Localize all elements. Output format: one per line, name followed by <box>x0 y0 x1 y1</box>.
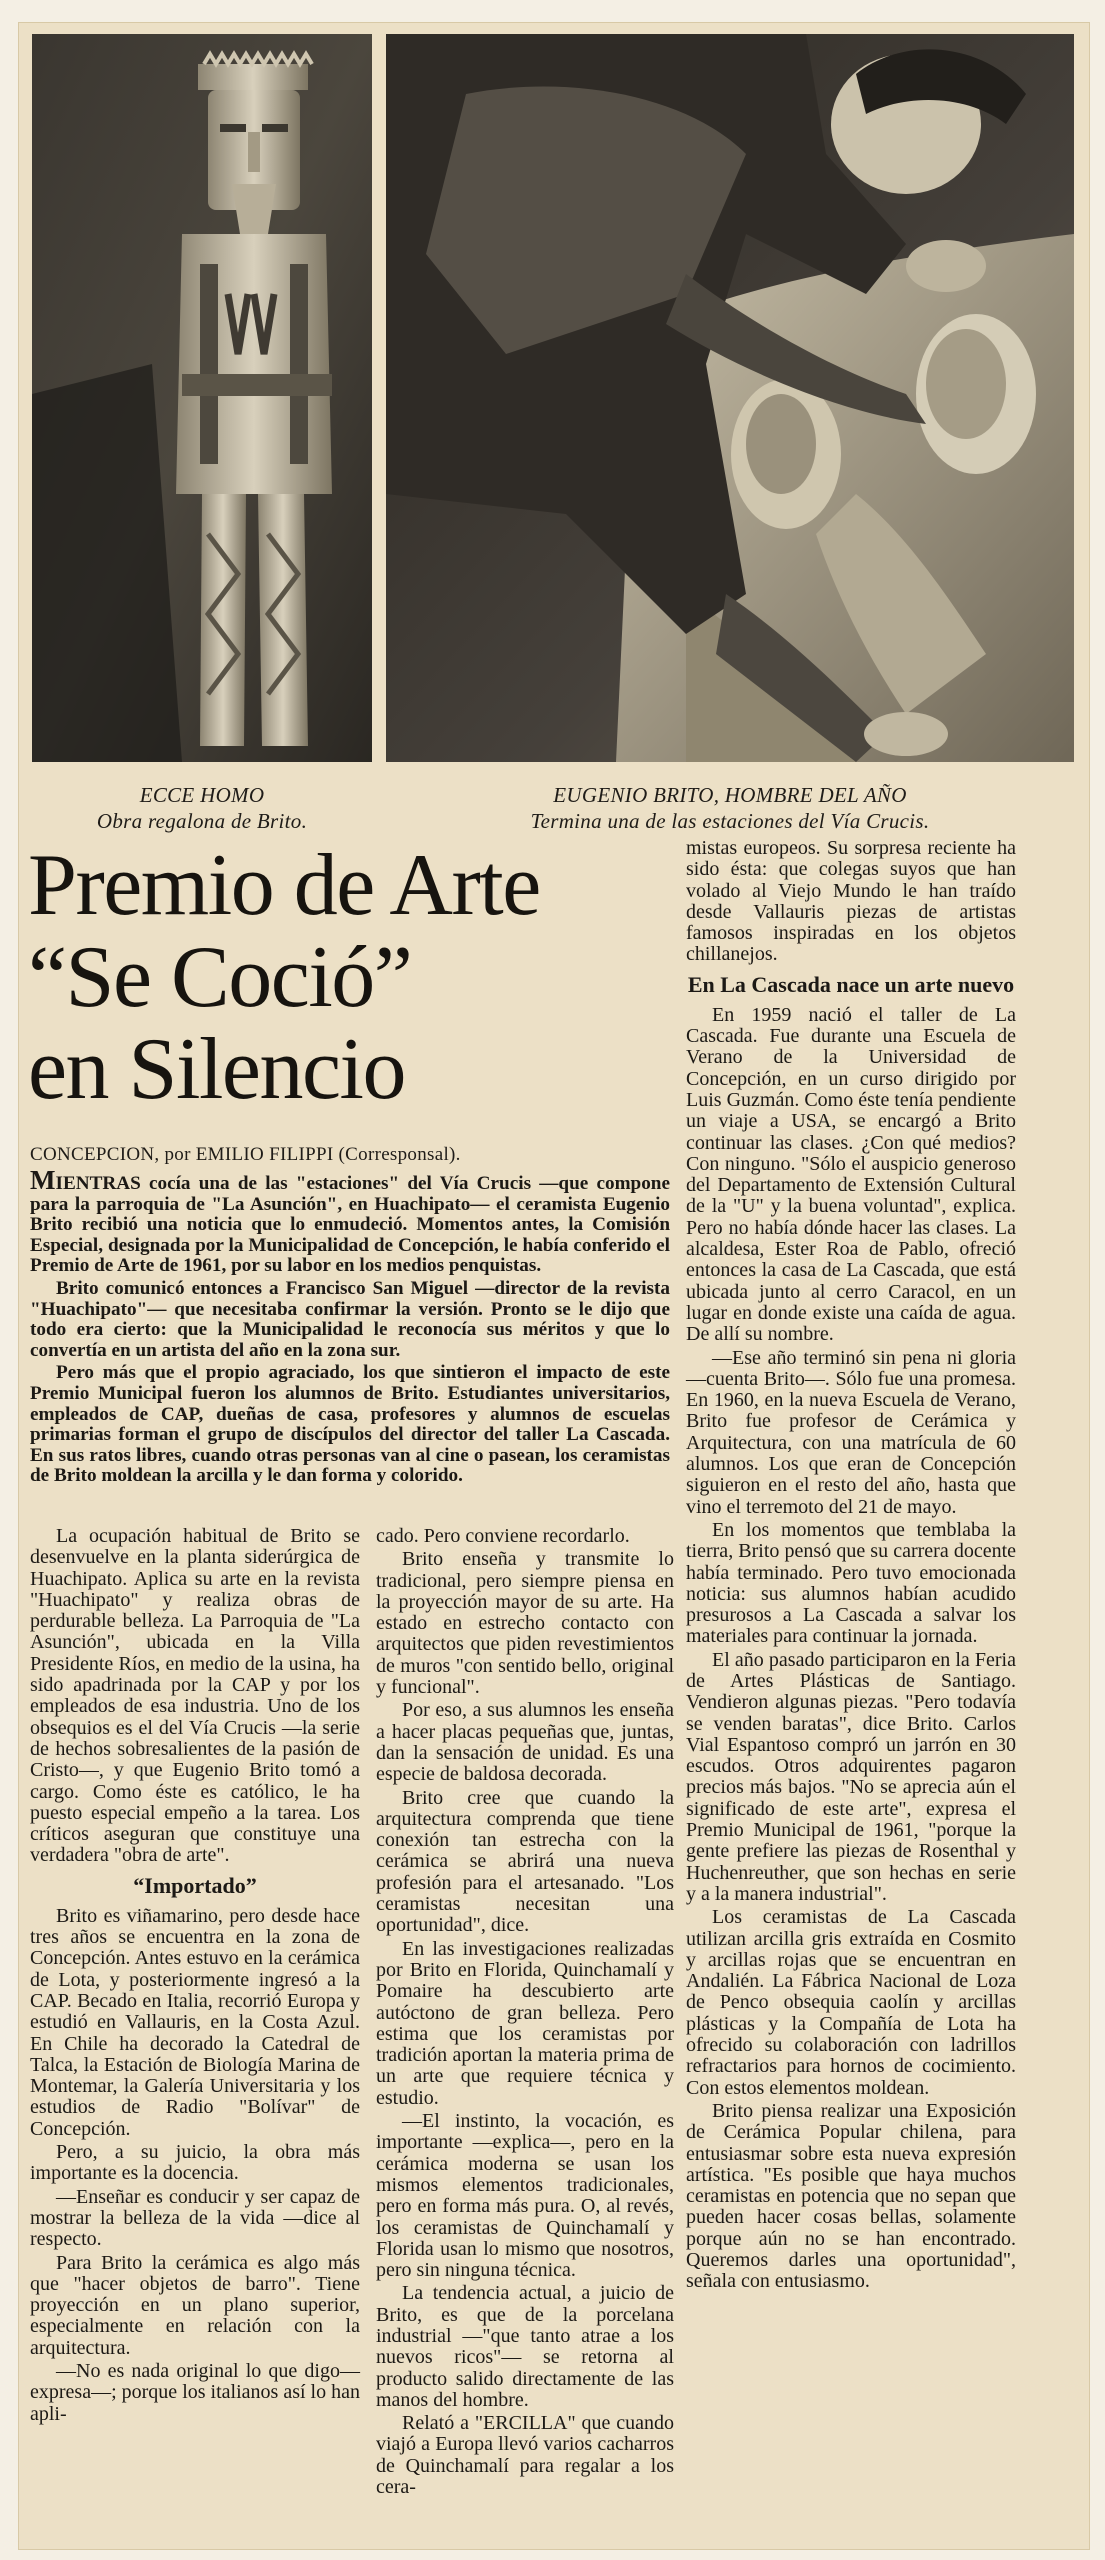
lead-paragraph-2: Brito comunicó entonces a Francisco San Miguel —director de la revista "Huachipato"— que necesitaba confirmar la versión. Pronto se le dijo que todo era cierto: que la Municipalidad le reconocía sus méritos y que lo convertía en un artista del año en la zona sur. <box>30 1277 670 1361</box>
photo-ecce-homo <box>32 34 372 762</box>
headline-line-2: “Se Coció” <box>28 929 412 1026</box>
headline-line-3: en Silencio <box>28 1021 405 1118</box>
col1-paragraph: La ocupación habitual de Brito se desenvuelve en la planta siderúrgica de Huachipato. Aplica su arte en la revista "Huachipato" y realiza obras de perdurable belleza. La Parroquia de "La Asunción", ubicada en la Villa Presidente Ríos, en medio de la usina, ha sido apadrinada por la CAP y por los empleados de esa industria. Uno de los obsequios es el del Vía Crucis —la serie de hechos sobresalientes de la pasión de Cristo—, y que Eugenio Brito tomó a cargo. Como éste es católico, le ha puesto especial empeño a la tarea. Los críticos aseguran que constituye una verdadera "obra de arte". <box>30 1525 360 1867</box>
col2-paragraph: En las investigaciones realizadas por Brito en Florida, Quinchamalí y Pomaire ha descubierto arte autóctono de gran belleza. Pero estima que los ceramistas por tradición aportan la materia prima de un arte que requiere técnica y estudio. <box>376 1937 674 2109</box>
col3-paragraph: Brito piensa realizar una Exposición de Cerámica Popular chilena, para entusiasmar sobre esta nueva expresión artística. "Es posible que haya muchos ceramistas en potencia que no sepan que pueden hacer cosas bellas, solamente porque aún no se han encontrado. Queremos darles una oportunidad", señala con entusiasmo. <box>686 2099 1016 2293</box>
col3-subheading: En La Cascada nace un arte nuevo <box>687 971 1015 997</box>
col1-paragraph: Pero, a su juicio, la obra más importante es la docencia. <box>30 2141 360 2185</box>
col1-paragraph: Brito es viñamarino, pero desde hace tres años se encuentra en la zona de Concepción. Antes estuvo en la cerámica de Lota, y posteriormente ingresó a la CAP. Becado en Italia, recorrió Europa y estudió en Vallauris, en la Costa Azul. En Chile ha decorado la Catedral de Talca, la Estación de Biología Marina de Montemar, la Galería Universitaria y los estudios de Radio "Bolívar" de Concepción. <box>30 1904 360 2140</box>
col2-paragraph: cado. Pero conviene recordarlo. <box>376 1525 630 1547</box>
caption-left-title: ECCE HOMO <box>139 783 265 807</box>
headline-line-1: Premio de Arte <box>28 837 540 934</box>
artist-image <box>386 34 1074 762</box>
column-2 <box>376 1526 674 2500</box>
col3-paragraph: El año pasado participaron en la Feria de Artes Plásticas de Santiago. Vendieron algunas piezas. "Pero todavía se venden baratas", dice Brito. Carlos Vial Espantoso compró un jarrón en 30 escudos. Otros adquirentes pagaron precios más bajos. "No se aprecia aún el significado de este arte", expresa el Premio Municipal de 1961, "porque la gente prefiere las piezas de Rosenthal y Huchenreuther, que son hechas en serie y a la manera industrial". <box>686 1648 1016 1905</box>
article-lead <box>30 1165 670 1489</box>
photo-eugenio-brito <box>386 34 1074 762</box>
col1-paragraph: —No es nada original lo que digo— expresa—; porque los italianos así lo han apli- <box>30 2359 360 2425</box>
col1-subheading: “Importado” <box>133 1872 257 1898</box>
col3-paragraph: En los momentos que temblaba la tierra, Brito pensó que su carrera docente había terminado. Pero tuvo emocionada noticia: sus alumnos habían acudido presurosos a La Cascada a salvar los materiales para continuar la jornada. <box>686 1518 1016 1648</box>
col3-paragraph: mistas europeos. Su sorpresa reciente ha sido ésta: que colegas suyos que han volado al Viejo Mundo le han traído desde Vallauris piezas de artistas famosos inspiradas en los objetos chillanejos. <box>686 837 1016 966</box>
col1-paragraph: —Enseñar es conducir y ser capaz de mostrar la belleza de la vida —dice al respecto. <box>30 2185 360 2251</box>
caption-right <box>386 782 1074 834</box>
col3-paragraph: —Ese año terminó sin pena ni gloria —cuenta Brito—. Sólo fue una promesa. En 1960, en la nueva Escuela de Verano, Brito fue profesor de Cerámica y Arquitectura, con una matrícula de 60 alumnos. Los que eran de Concepción siguieron en el resto del año, hasta que vino el terremoto del 21 de mayo. <box>686 1346 1016 1518</box>
article-byline: CONCEPCION, por EMILIO FILIPPI (Corresponsal). <box>30 1144 461 1165</box>
col2-paragraph: Brito enseña y transmite lo tradicional, pero siempre piensa en la proyección mayor de su arte. Ha estado en estrecho contacto con arquitectos que piden revestimientos de muros "con sentido bello, original y funcional". <box>376 1548 674 1699</box>
statue-image <box>32 34 372 762</box>
col3-paragraph: En 1959 nació el taller de La Cascada. Fue durante una Escuela de Verano de la Universidad de Concepción, en un curso dirigido por Luis Guzmán. Como éste tenía pendiente un viaje a USA, se encargó a Brito continuar las clases. ¿Con qué medios? Con ninguno. "Sólo el auspicio generoso del Departamento de Extensión Cultural de la "U" y la buena voluntad", explica. Pero no había dónde hacer las clases. La alcaldesa, Ester Roa de Pablo, ofreció entonces la casa de La Cascada, que está ubicada junto al cerro Caracol, en un lugar en donde existe una caída de agua. De allí su nombre. <box>686 1003 1016 1346</box>
drop-initial: M <box>30 1165 56 1195</box>
column-1 <box>30 1526 360 2427</box>
col2-paragraph: —El instinto, la vocación, es importante —explica—, pero en la cerámica moderna se usan los mismos elementos tradicionales, pero en forma más pura. O, al revés, los ceramistas de Quinchamalí y Florida usan lo mismo que nosotros, pero sin ninguna técnica. <box>376 2110 674 2282</box>
col2-paragraph: La tendencia actual, a juicio de Brito, es que de la porcelana industrial —"que tanto atrae a los nuevos ricos"— se retorna al producto salido directamente de las manos del hombre. <box>376 2282 674 2411</box>
col2-paragraph: Por eso, a sus alumnos les enseña a hacer placas pequeñas que, juntas, dan la sensación de unidad. Es una especie de baldosa decorada. <box>376 1699 674 1786</box>
lead-paragraph-3: Pero más que el propio agraciado, los que sintieron el impacto de este Premio Municipal fueron los alumnos de Brito. Estudiantes universitarios, empleados de CAP, dueñas de casa, profesores y alumnos de escuelas primarias forman el grupo de discípulos del director del taller La Cascada. En sus ratos libres, cuando otras personas van al cine o pasean, los ceramistas de Brito moldean la arcilla y le dan forma y colorido. <box>30 1362 670 1487</box>
caption-right-subtitle: Termina una de las estaciones del Vía Crucis. <box>530 809 930 833</box>
newspaper-clipping <box>18 22 1090 2550</box>
col2-paragraph: Brito cree que cuando la arquitectura comprenda que tiene conexión tan estrecha con la cerámica se abrirá una nueva profesión para el artesanado. "Los ceramistas necesitan una oportunidad", dice. <box>376 1786 674 1937</box>
article-headline <box>28 837 668 1118</box>
lead-paragraph-1-text: IENTRAS cocía una de las "estaciones" del Vía Crucis —que compone para la parroquia de "La Asunción", en Huachipato— el ceramista Eugenio Brito recibió una noticia que lo enmudeció. Momentos antes, la Comisión Especial, designada por la Municipalidad de Concepción, le había conferido el Premio de Arte de 1961, por su labor en los medios penquistas. <box>30 1173 670 1277</box>
col1-paragraph: Para Brito la cerámica es algo más que "hacer objetos de barro". Tiene proyección en un plano superior, especialmente en relación con la arquitectura. <box>30 2251 360 2359</box>
lead-paragraph-1 <box>30 1165 670 1277</box>
caption-right-title: EUGENIO BRITO, HOMBRE DEL AÑO <box>553 783 907 807</box>
caption-left <box>32 782 372 834</box>
caption-left-subtitle: Obra regalona de Brito. <box>96 809 308 833</box>
col2-paragraph: Relató a "ERCILLA" que cuando viajó a Europa llevó varios cacharros de Quinchamalí para regalar a los cera- <box>376 2412 674 2499</box>
col3-paragraph: Los ceramistas de La Cascada utilizan arcilla gris extraída en Cosmito y arcillas rojas que se encuentran en Andalién. La Fábrica Nacional de Loza de Penco obsequia caolín y arcillas plásticas y la Compañía de Lota ha ofrecido su colaboración con ladrillos refractarios para hornos de cocimiento. Con estos elementos moldean. <box>686 1906 1016 2099</box>
column-3 <box>686 838 1016 2295</box>
